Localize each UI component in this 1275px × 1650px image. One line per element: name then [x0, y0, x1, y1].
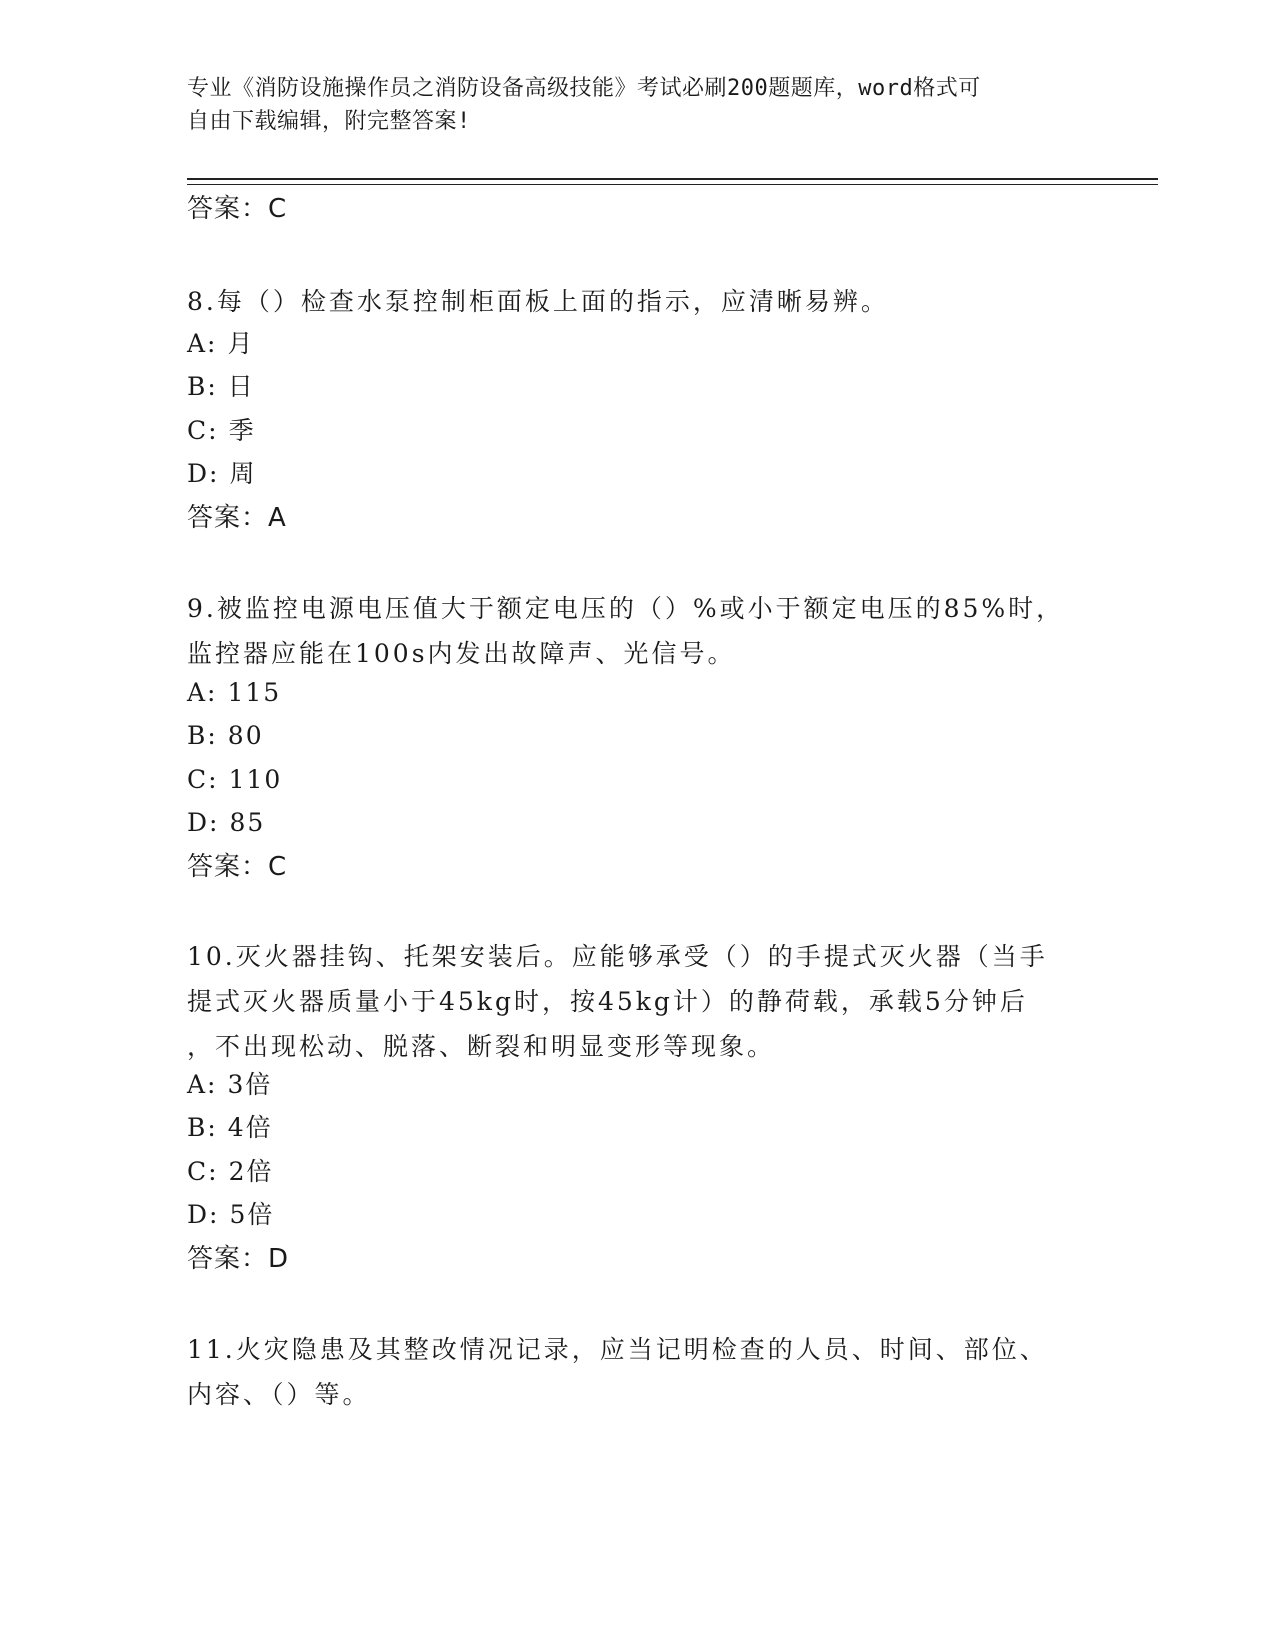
question-8-answer: 答案：A — [187, 503, 287, 533]
option-letter: B: — [187, 372, 218, 401]
question-9-answer: 答案：C — [187, 852, 288, 882]
option-text: 月 — [227, 329, 255, 358]
option-text: 季 — [228, 416, 256, 445]
option-text: 4倍 — [227, 1113, 273, 1142]
option-letter: A: — [187, 329, 218, 358]
option-text: 3倍 — [227, 1070, 273, 1099]
question-9-option-b — [187, 719, 264, 753]
option-text: 110 — [228, 765, 283, 794]
question-10-option-a — [187, 1068, 272, 1102]
question-8-stem — [187, 279, 1087, 324]
question-10-stem-line-2: 提式灭火器质量小于45kg时，按45kg计）的静荷载，承载5分钟后 — [187, 987, 1028, 1016]
question-10-option-b — [187, 1111, 273, 1145]
question-9-option-c — [187, 763, 282, 797]
question-9-stem-line-1: 9.被监控电源电压值大于额定电压的（）%或小于额定电压的85%时， — [187, 594, 1065, 623]
question-8-option-a — [187, 327, 255, 361]
option-letter: C: — [187, 1157, 219, 1186]
header-line-2: 自由下载编辑，附完整答案! — [187, 109, 471, 134]
question-10-answer: 答案：D — [187, 1244, 290, 1274]
option-text: 日 — [227, 372, 255, 401]
option-letter: A: — [187, 678, 218, 707]
document-header — [187, 72, 1067, 138]
option-text: 85 — [229, 808, 266, 837]
option-letter: C: — [187, 416, 219, 445]
option-letter: D: — [187, 459, 220, 488]
option-text: 2倍 — [228, 1157, 274, 1186]
question-9-stem — [187, 586, 1087, 676]
option-letter: A: — [187, 1070, 218, 1099]
option-letter: B: — [187, 721, 218, 750]
header-divider-thin — [187, 184, 1158, 185]
question-8-stem-line-1: 8.每（）检查水泵控制柜面板上面的指示，应清晰易辨。 — [187, 287, 889, 316]
question-10-stem — [187, 934, 1087, 1069]
question-10-stem-line-3: ，不出现松动、脱落、断裂和明显变形等现象。 — [187, 1032, 776, 1061]
header-line-1: 专业《消防设施操作员之消防设备高级技能》考试必刷200题题库，word格式可 — [187, 76, 981, 101]
question-11-stem — [187, 1327, 1087, 1417]
option-letter: D: — [187, 808, 220, 837]
question-11-stem-line-1: 11.火灾隐患及其整改情况记录，应当记明检查的人员、时间、部位、 — [187, 1335, 1048, 1364]
option-text: 5倍 — [229, 1200, 275, 1229]
header-divider-thick — [187, 178, 1158, 180]
option-text: 80 — [227, 721, 264, 750]
question-11-stem-line-2: 内容、（）等。 — [187, 1380, 371, 1409]
question-10-option-d — [187, 1198, 274, 1232]
question-9-stem-line-2: 监控器应能在100s内发出故障声、光信号。 — [187, 639, 736, 668]
question-8-option-c — [187, 414, 256, 448]
answer-prev: 答案：C — [187, 194, 288, 224]
option-letter: D: — [187, 1200, 220, 1229]
option-letter: C: — [187, 765, 219, 794]
question-8-option-b — [187, 370, 255, 404]
question-9-option-d — [187, 806, 265, 840]
option-text: 周 — [229, 459, 257, 488]
question-10-option-c — [187, 1155, 273, 1189]
question-9-option-a — [187, 676, 281, 710]
question-8-option-d — [187, 457, 256, 491]
question-10-stem-line-1: 10.灭火器挂钩、托架安装后。应能够承受（）的手提式灭火器（当手 — [187, 942, 1048, 971]
option-text: 115 — [227, 678, 282, 707]
option-letter: B: — [187, 1113, 218, 1142]
